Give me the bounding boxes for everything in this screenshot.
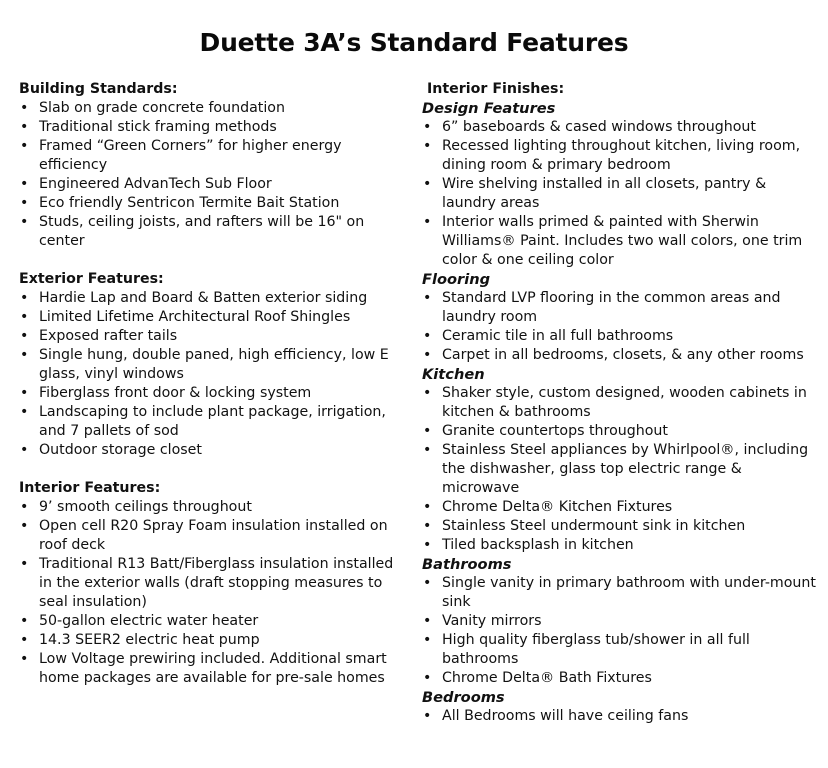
kitchen-heading: Kitchen: [422, 366, 485, 383]
list-item: • Carpet in all bedrooms, closets, & any other rooms: [422, 346, 818, 365]
design-features-list: [422, 118, 818, 270]
list-item: • Recessed lighting throughout kitchen, living room, dining room & primary bedroom: [422, 137, 818, 175]
list-item: • Traditional stick framing methods: [19, 118, 407, 137]
list-item: • Landscaping to include plant package, irrigation, and 7 pallets of sod: [19, 403, 407, 441]
kitchen-list: [422, 384, 818, 555]
list-item: • Exposed rafter tails: [19, 327, 407, 346]
list-item: • 9’ smooth ceilings throughout: [19, 498, 407, 517]
exterior-features-list: [19, 289, 407, 460]
right-column: [422, 80, 818, 726]
bedrooms-heading: Bedrooms: [422, 689, 505, 706]
flooring-list: [422, 289, 818, 365]
list-item: • Eco friendly Sentricon Termite Bait Station: [19, 194, 407, 213]
list-item: • Granite countertops throughout: [422, 422, 818, 441]
bathrooms-heading: Bathrooms: [422, 556, 512, 573]
list-item: • 14.3 SEER2 electric heat pump: [19, 631, 407, 650]
interior-finishes-heading: Interior Finishes:: [427, 81, 565, 97]
interior-features-list: [19, 498, 407, 688]
exterior-features-heading: Exterior Features:: [19, 271, 164, 287]
list-item: • Outdoor storage closet: [19, 441, 407, 460]
list-item: • Framed “Green Corners” for higher energy efficiency: [19, 137, 407, 175]
bedrooms-list: [422, 707, 818, 726]
list-item: • Hardie Lap and Board & Batten exterior siding: [19, 289, 407, 308]
list-item: • 6” baseboards & cased windows throughout: [422, 118, 818, 137]
list-item: • Studs, ceiling joists, and rafters will be 16" on center: [19, 213, 407, 251]
list-item: • Fiberglass front door & locking system: [19, 384, 407, 403]
list-item: • Chrome Delta® Bath Fixtures: [422, 669, 818, 688]
list-item: • Shaker style, custom designed, wooden cabinets in kitchen & bathrooms: [422, 384, 818, 422]
list-item: • 50-gallon electric water heater: [19, 612, 407, 631]
building-standards-heading: Building Standards:: [19, 81, 178, 97]
list-item: • Stainless Steel appliances by Whirlpool®, including the dishwasher, glass top electric range & microwave: [422, 441, 818, 498]
list-item: • Single hung, double paned, high efficiency, low E glass, vinyl windows: [19, 346, 407, 384]
list-item: • Stainless Steel undermount sink in kitchen: [422, 517, 818, 536]
list-item: • Open cell R20 Spray Foam insulation installed on roof deck: [19, 517, 407, 555]
list-item: • Interior walls primed & painted with Sherwin Williams® Paint. Includes two wall colors, one trim color & one ceiling color: [422, 213, 818, 270]
list-item: • Chrome Delta® Kitchen Fixtures: [422, 498, 818, 517]
design-features-heading: Design Features: [422, 100, 556, 117]
list-item: • Traditional R13 Batt/Fiberglass insulation installed in the exterior walls (draft stopping measures to seal insulation): [19, 555, 407, 612]
list-item: • All Bedrooms will have ceiling fans: [422, 707, 818, 726]
list-item: • Vanity mirrors: [422, 612, 818, 631]
list-item: • Single vanity in primary bathroom with under-mount sink: [422, 574, 818, 612]
list-item: • Tiled backsplash in kitchen: [422, 536, 818, 555]
left-column: [19, 80, 407, 688]
list-item: • Engineered AdvanTech Sub Floor: [19, 175, 407, 194]
interior-features-heading: Interior Features:: [19, 480, 161, 496]
list-item: • Wire shelving installed in all closets, pantry & laundry areas: [422, 175, 818, 213]
list-item: • High quality fiberglass tub/shower in all full bathrooms: [422, 631, 818, 669]
building-standards-list: [19, 99, 407, 251]
page-title: Duette 3A’s Standard Features: [199, 28, 629, 57]
list-item: • Limited Lifetime Architectural Roof Shingles: [19, 308, 407, 327]
list-item: • Slab on grade concrete foundation: [19, 99, 407, 118]
flooring-heading: Flooring: [422, 271, 491, 288]
list-item: • Standard LVP flooring in the common areas and laundry room: [422, 289, 818, 327]
bathrooms-list: [422, 574, 818, 688]
list-item: • Ceramic tile in all full bathrooms: [422, 327, 818, 346]
list-item: • Low Voltage prewiring included. Additional smart home packages are available for pre-sale homes: [19, 650, 407, 688]
